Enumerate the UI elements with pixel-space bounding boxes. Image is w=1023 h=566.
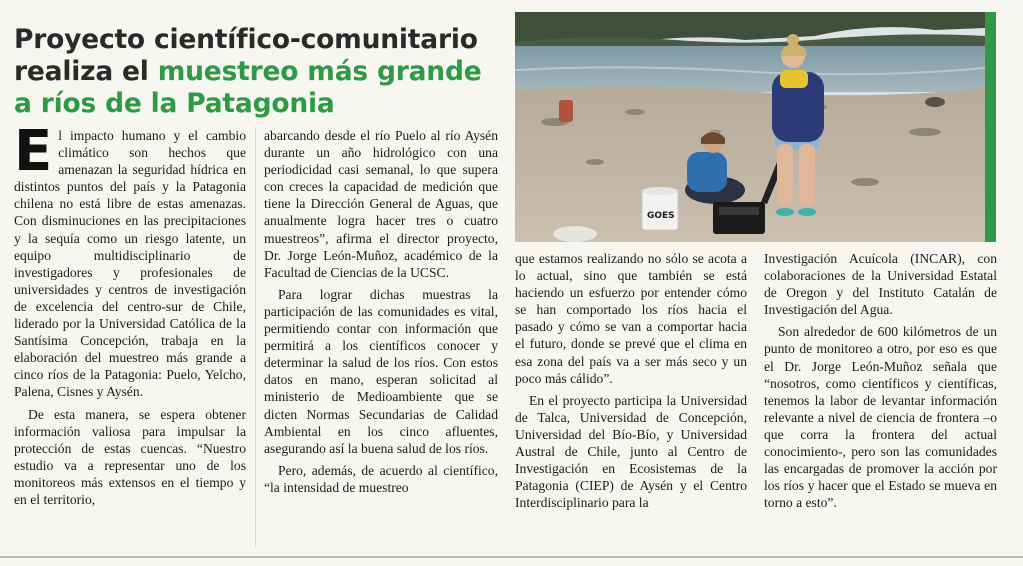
drop-cap: E <box>14 119 53 184</box>
headline <box>14 24 504 120</box>
page-bottom-rule <box>0 556 1023 558</box>
headline-highlight: muestreo más grande a ríos de la Patagonia <box>14 55 482 119</box>
accent-bar <box>985 12 996 242</box>
article-column-2 <box>264 127 498 501</box>
article-column-4 <box>764 250 997 516</box>
paragraph: En el proyecto participa la Universidad de Talca, Universidad de Concepción, Universidad del Bío-Bío, y Universidad Austral de Chile, junto al Centro de Investigación en Ecosistemas de la Patagonia (CIEP) de Aysén y el Centro Interdisciplinario para la <box>515 392 747 511</box>
photo-illustration <box>515 12 985 242</box>
paragraph: Para lograr dichas muestras la participación de las comunidades es vital, permitiendo contar con información que permitirá a los científicos conocer y determinar la salud de los ríos. Con estos datos en mano, esperan solicitad al ministerio de Medioambiente que se dicten Normas Secundarias de Calidad Ambiental en los cinco afluentes, asegurando así la buena salud de los ríos. <box>264 286 498 456</box>
bucket-label: GOES <box>647 211 675 221</box>
article-photo <box>515 12 985 242</box>
paragraph: abarcando desde el río Puelo al río Aysén durante un año hidrológico con una periodicidad casi semanal, lo que supera con creces la capacidad de medición que tiene la Dirección General de Aguas, que anualmente logra hacer tres o cuatro muestreos”, afirma el director proyecto, Dr. Jorge León-Muñoz, académico de la Facultad de Ciencias de la UCSC. <box>264 128 498 280</box>
headline-part1: Proyecto científico-comunitario realiza el <box>14 23 478 87</box>
paragraph: que estamos realizando no sólo se acota a lo actual, sino que también se está haciendo un esfuerzo por entender cómo se han comportado los ríos hacia el pasado y cómo se van a comportar hacia el futuro, donde se prevé que el clima en esa zona del país va a ser más seco y un poco más cálido”. <box>515 251 747 386</box>
paragraph: Son alrededor de 600 kilómetros de un punto de monitoreo a otro, por eso es que el Dr. Jorge León-Muñoz señala que “nosotros, como científicos y científicas, tenemos la labor de levantar información relevante a nivel de ciencia de frontera –o que corra la frontera del actual conocimiento-, pero son las comunidades las encargadas de promover la acción por los ríos y hacer que el Estado se mueva en torno a esto”. <box>764 324 997 511</box>
paragraph: l impacto humano y el cambio climático son hechos que amenazan la seguridad hídrica en distintos puntos del país y la Patagonia chilena no está libre de estas amenazas. Con disminuciones en las precipitaciones y la sequía como un riesgo latente, un equipo multidisciplinario de investigadores y profesionales de universidades y centros de investigación de excelencia del centro-sur de Chile, liderado por la Universidad Católica de la Santísima Concepción, trabaja en la elaboración del muestreo más grande a cinco ríos de la Patagonia: Puelo, Yelcho, Palena, Cisnes y Aysén. <box>14 128 246 400</box>
paragraph: De esta manera, se espera obtener información valiosa para impulsar la protección de estas cuencas. “Nuestro estudio va a representar uno de los monitoreos más extensos en el tiempo y en el territorio, <box>14 406 246 507</box>
column-divider <box>255 127 256 547</box>
paragraph: Pero, además, de acuerdo al científico, “la intensidad de muestreo <box>264 462 498 495</box>
article-column-1 <box>14 119 246 513</box>
paragraph: Investigación Acuícola (INCAR), con colaboraciones de la Universidad Estatal de Oregon y del Instituto Catalán de Investigación del Agua. <box>764 251 997 318</box>
article-column-3 <box>515 250 747 516</box>
